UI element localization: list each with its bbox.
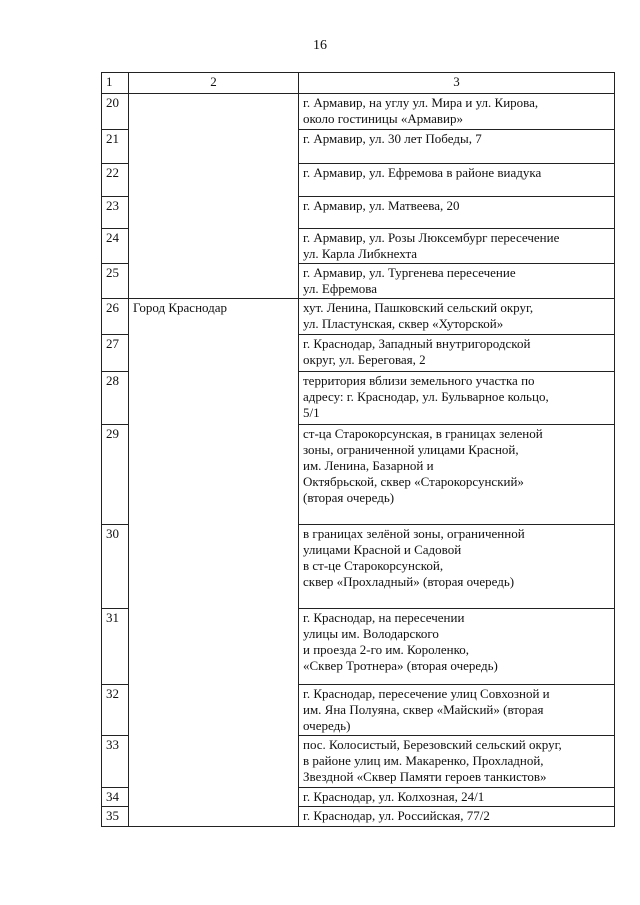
row-number: 22 <box>102 164 129 197</box>
address-cell: г. Армавир, ул. Матвеева, 20 <box>299 197 615 229</box>
address-cell: в границах зелёной зоны, ограниченной улицами Красной и Садовой в ст-це Старокорсунской, сквер «Прохладный» (вторая очередь) <box>299 525 615 609</box>
row-number: 28 <box>102 372 129 425</box>
row-number: 27 <box>102 335 129 372</box>
address-cell: г. Краснодар, ул. Колхозная, 24/1 <box>299 788 615 807</box>
row-number: 24 <box>102 229 129 264</box>
table-row <box>102 299 615 335</box>
row-number: 21 <box>102 130 129 164</box>
row-number: 31 <box>102 609 129 685</box>
table-row <box>102 94 615 130</box>
row-number: 29 <box>102 425 129 525</box>
address-cell: г. Краснодар, ул. Российская, 77/2 <box>299 807 615 827</box>
row-number: 32 <box>102 685 129 736</box>
address-cell: хут. Ленина, Пашковский сельский округ, ул. Пластунская, сквер «Хуторской» <box>299 299 615 335</box>
address-cell: г. Краснодар, на пересечении улицы им. Володарского и проезда 2-го им. Короленко, «Сквер Тротнера» (вторая очередь) <box>299 609 615 685</box>
sites-table <box>101 72 615 827</box>
row-number: 20 <box>102 94 129 130</box>
region-cell: Город Краснодар <box>129 299 299 827</box>
row-number: 25 <box>102 264 129 299</box>
row-number: 33 <box>102 736 129 788</box>
row-number: 30 <box>102 525 129 609</box>
row-number: 35 <box>102 807 129 827</box>
page-number: 16 <box>313 38 327 53</box>
row-number: 23 <box>102 197 129 229</box>
address-cell: г. Армавир, ул. Ефремова в районе виадука <box>299 164 615 197</box>
address-cell: г. Армавир, на углу ул. Мира и ул. Кирова, около гостиницы «Армавир» <box>299 94 615 130</box>
address-cell: территория вблизи земельного участка по адресу: г. Краснодар, ул. Бульварное кольцо, 5/1 <box>299 372 615 425</box>
row-number: 34 <box>102 788 129 807</box>
region-cell <box>129 94 299 299</box>
header-col-1: 1 <box>102 73 129 94</box>
row-number: 26 <box>102 299 129 335</box>
address-cell: пос. Колосистый, Березовский сельский округ, в районе улиц им. Макаренко, Прохладной, Звездной «Сквер Памяти героев танкистов» <box>299 736 615 788</box>
header-col-2: 2 <box>129 73 299 94</box>
address-cell: г. Краснодар, пересечение улиц Совхозной и им. Яна Полуяна, сквер «Майский» (вторая очередь) <box>299 685 615 736</box>
address-cell: г. Армавир, ул. 30 лет Победы, 7 <box>299 130 615 164</box>
address-cell: г. Краснодар, Западный внутригородской округ, ул. Береговая, 2 <box>299 335 615 372</box>
table-header-row <box>102 73 615 94</box>
address-cell: г. Армавир, ул. Тургенева пересечение ул. Ефремова <box>299 264 615 299</box>
address-cell: ст-ца Старокорсунская, в границах зеленой зоны, ограниченной улицами Красной, им. Ленина, Базарной и Октябрьской, сквер «Старокорсунский» (вторая очередь) <box>299 425 615 525</box>
address-cell: г. Армавир, ул. Розы Люксембург пересечение ул. Карла Либкнехта <box>299 229 615 264</box>
header-col-3: 3 <box>299 73 615 94</box>
